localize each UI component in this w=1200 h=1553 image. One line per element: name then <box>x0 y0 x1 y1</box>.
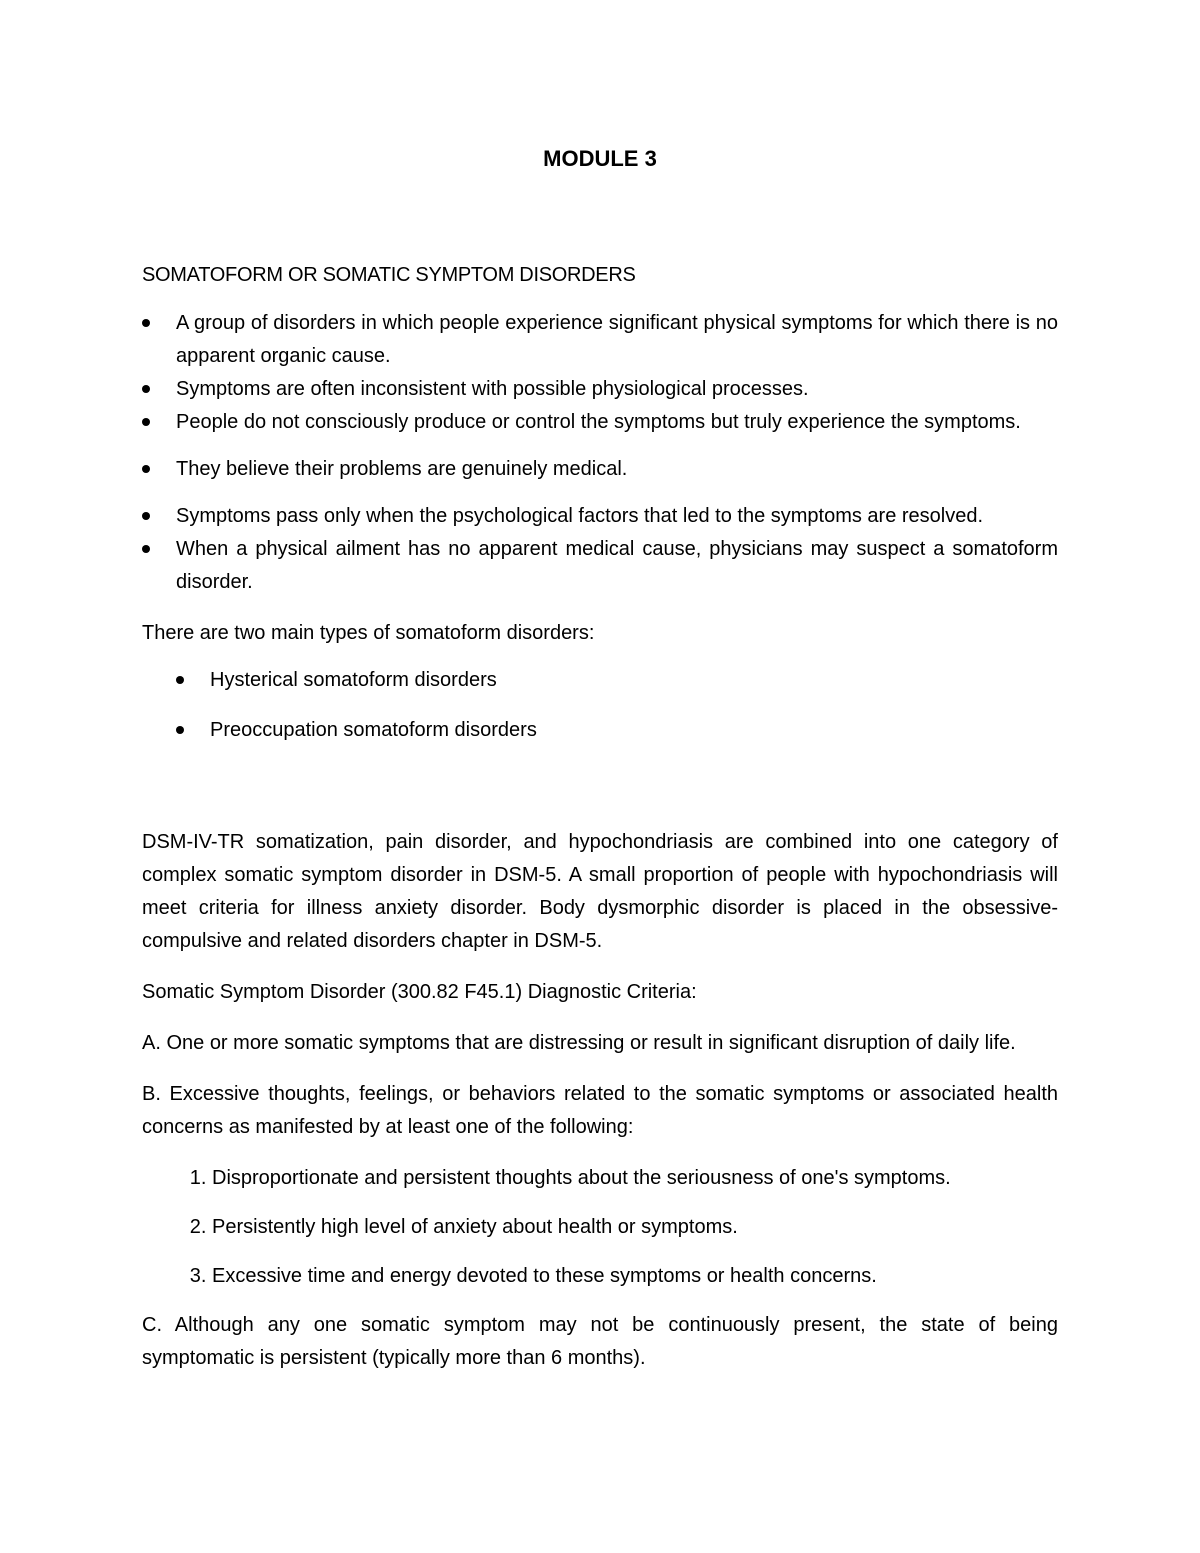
page-content <box>142 146 1058 1393</box>
criterion-b: B. Excessive thoughts, feelings, or behaviors related to the somatic symptoms or associated health concerns as manifested by at least one of the following: <box>142 1083 1058 1138</box>
section-heading: SOMATOFORM OR SOMATIC SYMPTOM DISORDERS <box>142 264 636 286</box>
criterion-c: C. Although any one somatic symptom may not be continuously present, the state of being symptomatic is persistent (typically more than 6 months). <box>142 1314 1058 1369</box>
criterion-a: A. One or more somatic symptoms that are distressing or result in significant disruption of daily life. <box>142 1032 1016 1054</box>
type-item: Hysterical somatoform disorders <box>176 664 1058 697</box>
bullet-item: Symptoms are often inconsistent with possible physiological processes. <box>142 373 1058 406</box>
bullet-item: They believe their problems are genuinely medical. <box>142 453 1058 486</box>
dsm-paragraph: DSM-IV-TR somatization, pain disorder, and hypochondriasis are combined into one category of complex somatic symptom disorder in DSM-5. A small proportion of people with hypochondriasis will meet criteria for illness anxiety disorder. Body dysmorphic disorder is placed in the obsessive-compulsive and related disorders chapter in DSM-5. <box>142 831 1058 952</box>
criterion-b-item: 3. Excessive time and energy devoted to these symptoms or health concerns. <box>212 1260 1058 1293</box>
bullet-item: When a physical ailment has no apparent medical cause, physicians may suspect a somatoform disorder. <box>142 533 1058 599</box>
spacer <box>142 764 1058 826</box>
criterion-b-item: 2. Persistently high level of anxiety about health or symptoms. <box>212 1211 1058 1244</box>
types-list <box>142 664 1058 747</box>
bullet-item: People do not consciously produce or control the symptoms but truly experience the symptoms. <box>142 406 1058 439</box>
types-intro: There are two main types of somatoform disorders: <box>142 622 595 644</box>
symptom-bullet-list <box>142 307 1058 599</box>
criterion-b-item: 1. Disproportionate and persistent thoughts about the seriousness of one's symptoms. <box>212 1162 1058 1195</box>
bullet-item: A group of disorders in which people experience significant physical symptoms for which there is no apparent organic cause. <box>142 307 1058 373</box>
criteria-heading: Somatic Symptom Disorder (300.82 F45.1) Diagnostic Criteria: <box>142 981 697 1003</box>
criterion-b-list <box>142 1162 1058 1293</box>
module-title: MODULE 3 <box>543 146 657 171</box>
bullet-item: Symptoms pass only when the psychological factors that led to the symptoms are resolved. <box>142 500 1058 533</box>
type-item: Preoccupation somatoform disorders <box>176 714 1058 747</box>
